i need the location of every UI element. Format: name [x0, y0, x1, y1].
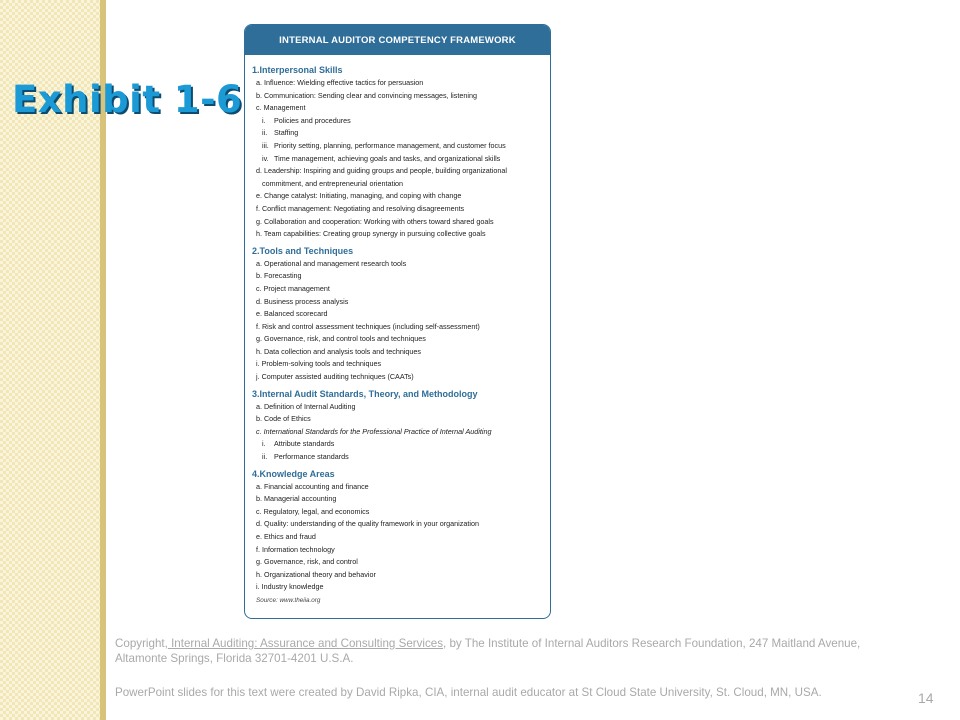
subitem-number: ii. — [262, 452, 268, 462]
subitem-number: ii. — [262, 128, 268, 138]
framework-item: f. Information technology — [256, 544, 335, 554]
slide-title: Exhibit 1-6 — [12, 78, 243, 121]
framework-item: g. Governance, risk, and control tools and techniques — [256, 334, 426, 344]
subitem-text: Attribute standards — [274, 439, 335, 449]
subitem-text: Policies and procedures — [274, 115, 351, 125]
framework-item: f. Risk and control assessment techniques (including self-assessment) — [256, 321, 480, 331]
framework-item: b. Communication: Sending clear and convincing messages, listening — [256, 90, 477, 100]
framework-item: a. Definition of Internal Auditing — [256, 401, 356, 411]
framework-body — [245, 55, 550, 604]
framework-item: b. Managerial accounting — [256, 494, 337, 504]
framework-item: b. Forecasting — [256, 271, 302, 281]
copyright-prefix: Copyright, — [115, 637, 168, 650]
framework-item: f. Conflict management: Negotiating and resolving disagreements — [256, 203, 465, 213]
subitem-text: Staffing — [274, 128, 299, 138]
framework-subitem — [252, 140, 542, 153]
framework-source: Source: www.theiia.org — [256, 596, 321, 604]
copyright-notice — [115, 636, 885, 666]
framework-header: INTERNAL AUDITOR COMPETENCY FRAMEWORK — [245, 25, 550, 55]
slides-credit: PowerPoint slides for this text were created by David Ripka, CIA, internal audit educator at St Cloud State University, St. Cloud, MN, USA. — [115, 686, 822, 699]
framework-subitem — [252, 127, 542, 140]
section-title: 3.Internal Audit Standards, Theory, and Methodology — [252, 388, 478, 399]
subitem-number: iv. — [262, 153, 269, 163]
framework-item: i. Problem-solving tools and techniques — [256, 359, 382, 369]
subitem-text: Performance standards — [274, 452, 349, 462]
framework-item: a. Operational and management research tools — [256, 258, 407, 268]
framework-section — [252, 64, 542, 241]
framework-item: d. Leadership: Inspiring and guiding groups and people, building organizational — [256, 166, 507, 176]
framework-section — [252, 468, 542, 594]
subitem-text: Time management, achieving goals and tasks, and organizational skills — [274, 153, 501, 163]
subitem-number: i. — [262, 439, 266, 449]
subitem-text: Priority setting, planning, performance management, and customer focus — [274, 140, 506, 150]
framework-item: g. Governance, risk, and control — [256, 557, 358, 567]
framework-item: d. Quality: understanding of the quality framework in your organization — [256, 519, 479, 529]
framework-item: h. Data collection and analysis tools and techniques — [256, 346, 422, 356]
framework-item: b. Code of Ethics — [256, 414, 311, 424]
framework-item: e. Change catalyst: Initiating, managing, and coping with change — [256, 191, 462, 201]
framework-item: c. Regulatory, legal, and economics — [256, 506, 370, 516]
framework-item: j. Computer assisted auditing techniques (CAATs) — [256, 372, 414, 382]
framework-item: c. Project management — [256, 283, 330, 293]
section-title: 4.Knowledge Areas — [252, 468, 335, 479]
framework-subitem — [252, 438, 542, 451]
framework-item: a. Influence: Wielding effective tactics for persuasion — [256, 78, 424, 87]
subitem-number: i. — [262, 115, 266, 125]
subitem-number: iii. — [262, 140, 269, 150]
framework-item: g. Collaboration and cooperation: Working with others toward shared goals — [256, 216, 494, 226]
copyright-rest: , by The Institute of Internal Auditors Research Foundation, 247 Maitland Avenue, Altamonte Springs, Florida 32701-4201 U.S.A. — [115, 637, 861, 665]
framework-item: e. Ethics and fraud — [256, 532, 316, 541]
framework-section — [252, 245, 542, 384]
framework-item: i. Industry knowledge — [256, 582, 324, 592]
framework-item: d. Business process analysis — [256, 296, 349, 306]
framework-subitem — [252, 115, 542, 128]
book-title-link[interactable]: Internal Auditing: Assurance and Consulting Services — [167, 637, 444, 650]
competency-framework-panel — [244, 24, 551, 619]
section-title: 2.Tools and Techniques — [252, 245, 354, 256]
framework-item: c. Management — [256, 103, 306, 113]
framework-subitem — [252, 153, 542, 166]
framework-item-continuation: commitment, and entrepreneurial orientation — [262, 178, 404, 188]
section-title: 1.Interpersonal Skills — [252, 65, 343, 75]
framework-item: h. Organizational theory and behavior — [256, 569, 376, 579]
framework-subitem — [252, 451, 542, 464]
framework-section — [252, 388, 542, 464]
page-number: 14 — [918, 690, 934, 706]
framework-item: a. Financial accounting and finance — [256, 481, 369, 491]
framework-item: h. Team capabilities: Creating group synergy in pursuing collective goals — [256, 229, 486, 239]
framework-item: e. Balanced scorecard — [256, 309, 328, 319]
framework-item: c. International Standards for the Professional Practice of Internal Auditing — [256, 426, 492, 436]
